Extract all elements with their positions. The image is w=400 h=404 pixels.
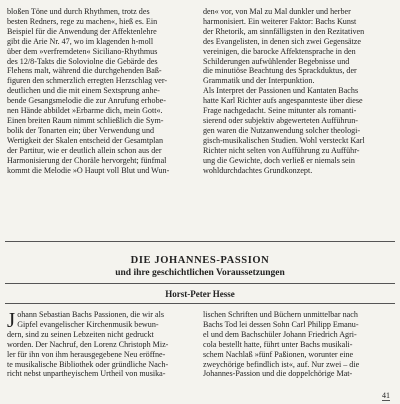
text-line: Grammatik und der Interpunktion. (203, 76, 315, 86)
text-line: besten Redners, rege zu machen«, hieß es. Ein (7, 16, 158, 26)
text-line: Flehens malt, während die durchgehenden Baß- (7, 66, 162, 76)
text-line: ung die Gewichte, doch verließ er niemals sein (203, 155, 355, 165)
page-number: 41 (382, 391, 390, 400)
text-line: lischen Schriften und Büchern unmittelbar nach (203, 310, 358, 319)
text-line: deutlichen und die mit einem Sextsprung anhe- (7, 86, 160, 96)
text-line: gen waren die Nutzanwendung solcher theologi- (203, 125, 361, 135)
text-line: dern, sind zu seinen Lebzeiten nicht gedruckt (7, 329, 154, 339)
text-line: nen Hände abbildet »Erbarme dich, mein Gott«. (7, 106, 163, 116)
text-line: Wertigkeit der Skalen entscheid der Gesamtplan (7, 135, 163, 145)
text-line: Harmonisierung der Choräle hervorgeht; fünfmal (7, 155, 167, 165)
text-line: über dem »verfremdeten« Siciliano-Rhythmus (7, 46, 158, 56)
text-line: gisch-musikalischen Studien. Wohl versteckt Karl (203, 135, 365, 145)
text-line: te musikalische Bibliothek oder gründliche Nach- (7, 359, 169, 369)
text-line: Schilderungen aufwühlender Begebnisse und (203, 56, 350, 66)
text-column-top-right (203, 7, 391, 175)
text-line: sierend oder subjektiv abgewerteten Aufführun- (203, 115, 358, 125)
text-line: bloßen Töne und durch Rhythmen, trotz des (7, 7, 150, 16)
text-line: wohldurchdachtes Grundkonzept. (203, 165, 313, 175)
text-line: bolik der Tonarten ein; über Verwendung und (7, 125, 155, 135)
drop-cap: J (7, 308, 16, 332)
text-line: worden. Der Nachruf, den Lorenz Christoph Miz- (7, 339, 169, 349)
text-line: zweychörige befindlich ist«, auf. Nur zwei – die (203, 359, 360, 369)
text-line: kommt die Melodie »O Haupt voll Blut und Wun- (7, 165, 170, 175)
text-line: harmonisiert. Ein weiterer Faktor: Bachs Kunst (203, 16, 357, 26)
text-line: bende Gesangsmelodie die zur Anrufung erhobe- (7, 96, 166, 106)
divider-author (5, 303, 395, 304)
text-line: des Evangelisten, in denen sich zwei Gegensätze (203, 36, 361, 46)
text-column-top-left (7, 7, 195, 175)
text-line: ler für ihn von ihm herausgegebene Neu eröffne- (7, 349, 166, 359)
text-line: Johannes-Passion und die doppelchörige Mat- (203, 369, 353, 379)
text-line: Beispiel für die Anwendung der Affektenlehre (7, 26, 157, 36)
text-line: der Rhetorik, am sinnfälligsten in den Rezitativen (203, 26, 365, 36)
text-line: schem Nachlaß »fünf Paßionen, worunter eine (203, 349, 354, 359)
text-line: des 12/8-Takts die Soloviolne die Gebärde des (7, 56, 158, 66)
text-line: den« vor, von Mal zu Mal dunkler und herber (203, 7, 351, 16)
text-line: el und dem Bachschüler Johann Friedrich Agri- (203, 329, 357, 339)
text-line: Als Interpret der Passionen und Kantaten Bachs (203, 86, 359, 96)
section-heading (0, 255, 400, 278)
text-column-bottom-left (7, 310, 195, 379)
text-line: Bachs Tod lei dessen Sohn Carl Philipp Emanu- (203, 319, 359, 329)
divider-top (5, 241, 395, 242)
section-subtitle: und ihre geschichtlichen Voraussetzungen (115, 268, 285, 278)
divider-middle (5, 283, 395, 284)
text-column-bottom-right (203, 310, 391, 379)
text-line: figuren den schmerzlich erregten Herzschlag ver- (7, 76, 168, 86)
text-line: gibt die Arie Nr. 47, wo im klagenden h-moll (7, 36, 154, 46)
text-line: vereinigen, die barocke Affektensprache in den (203, 46, 356, 56)
text-line: die minutiöse Beachtung des Sprackduktus, der (203, 66, 357, 76)
text-line: Frage nachgedacht. Seine mitunter als romanti- (203, 106, 357, 116)
text-line: der Partitur, wie er deutlich allein schon aus der (7, 145, 162, 155)
author-name: Horst-Peter Hesse (165, 289, 235, 299)
section-title: DIE JOHANNES-PASSION (130, 255, 270, 266)
text-line: richt nebst unpartheyischem Urtheil von musika- (7, 369, 166, 379)
text-line: cola bestellt hatte, führt unter Bachs musikali- (203, 339, 353, 349)
text-line: hatte Karl Richter aufs angespannteste über diese (203, 96, 363, 106)
text-line: Einen breiten Raum nimmt schließlich die Sym- (7, 115, 164, 125)
text-line: ohann Sebastian Bachs Passionen, die wir als (17, 310, 164, 319)
text-line: Richter nicht selten von Aufführung zu Aufführ- (203, 145, 360, 155)
text-line: Gipfel evangelischer Kirchenmusik bewun- (17, 319, 159, 329)
